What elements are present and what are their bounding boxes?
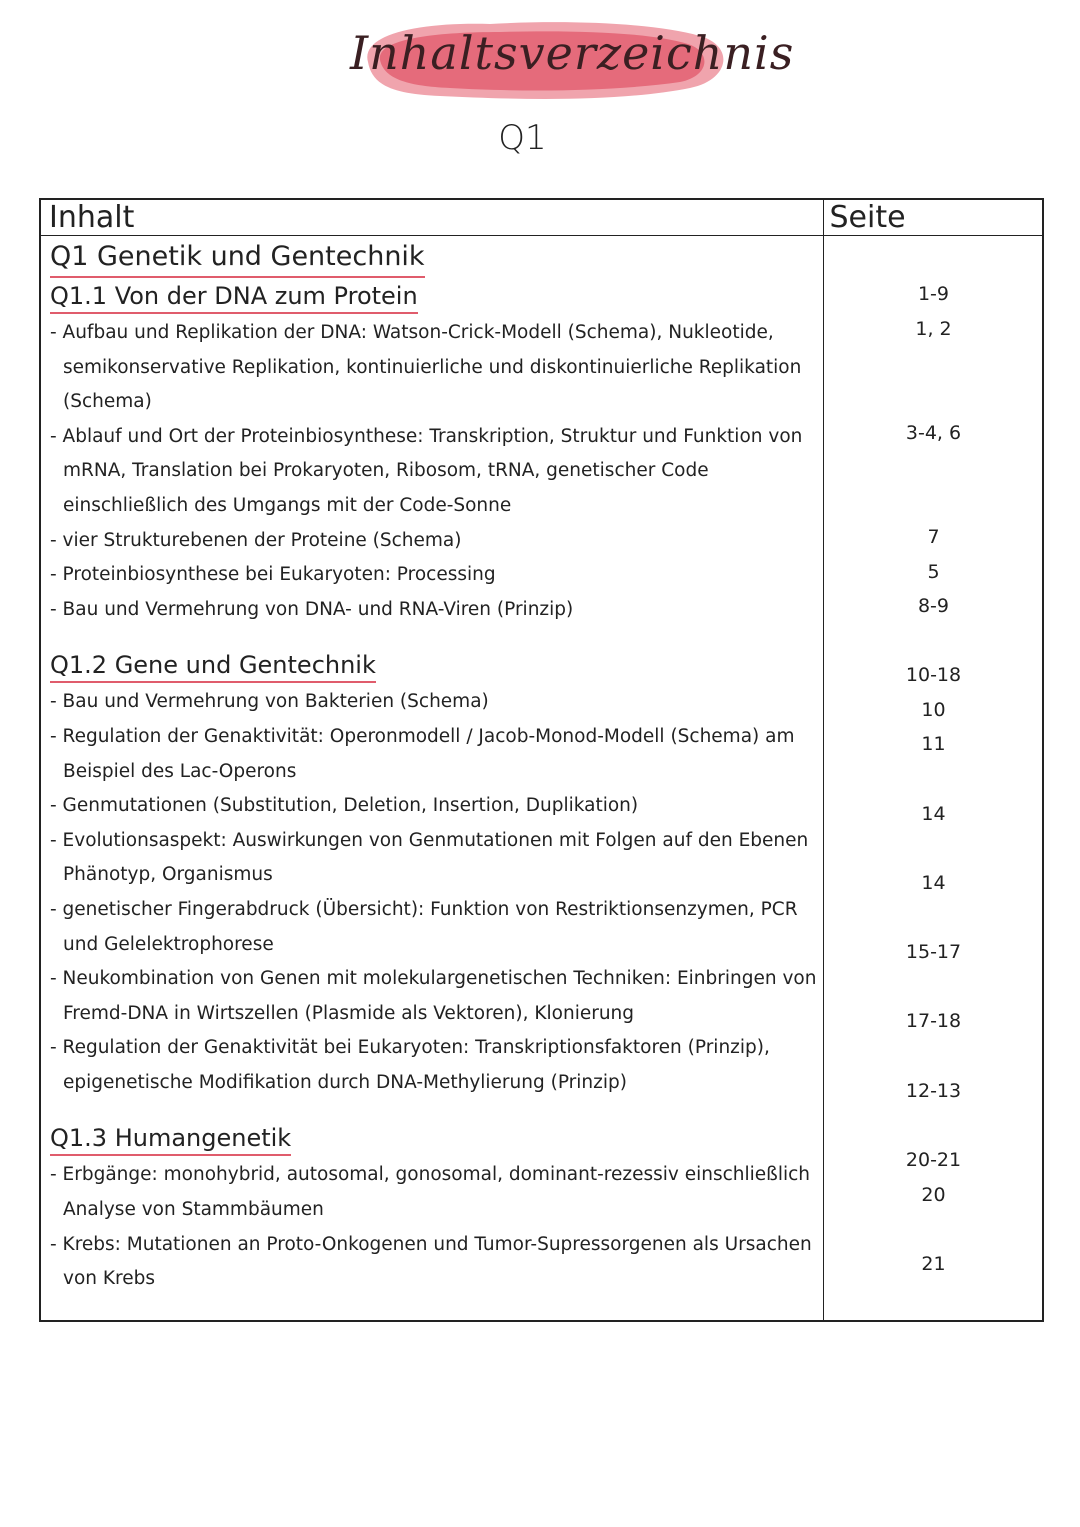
main-heading: Q1 Genetik und Gentechnik <box>50 238 425 278</box>
list-item: - Krebs: Mutationen an Proto-Onkogenen und Tumor-Supressorgenen als Ursachen von Krebs <box>50 1233 812 1290</box>
header-content: Inhalt <box>40 199 823 236</box>
list-item: - Genmutationen (Substitution, Deletion, Insertion, Duplikation) <box>50 795 639 817</box>
toc-table <box>39 198 1044 1322</box>
title-banner <box>350 14 795 106</box>
page-number: 1-9 <box>917 283 950 305</box>
list-item: - Erbgänge: monohybrid, autosomal, gonosomal, dominant-rezessiv einschließlich Analyse von Stammbäumen <box>50 1164 810 1221</box>
section-heading: Q1.1 Von der DNA zum Protein <box>50 280 418 314</box>
page-number: 1, 2 <box>915 318 952 340</box>
page-number: 8-9 <box>917 595 950 617</box>
page-number: 14 <box>921 803 946 825</box>
page-number: 7 <box>927 526 940 548</box>
page-number: 20-21 <box>905 1149 962 1171</box>
section-heading: Q1.2 Gene und Gentechnik <box>50 649 376 683</box>
page-number: 15-17 <box>905 941 962 963</box>
page-number: 11 <box>921 733 946 755</box>
list-item: - Neukombination von Genen mit molekulargenetischen Techniken: Einbringen von Fremd-DNA in Wirtszellen (Plasmide als Vektoren), Klonierung <box>50 968 817 1024</box>
list-item: - Aufbau und Replikation der DNA: Watson-Crick-Modell (Schema), Nukleotide, semikonservative Replikation, kontinuierliche und diskontinuierliche Replikation (Schema) <box>50 322 802 413</box>
page-number: 20 <box>921 1184 946 1206</box>
page-title: Inhaltsverzeichnis <box>350 26 795 80</box>
list-item: - Evolutionsaspekt: Auswirkungen von Genmutationen mit Folgen auf den Ebenen Phänotyp, Organismus <box>50 829 809 886</box>
page-number: 21 <box>921 1253 946 1275</box>
list-item: - Bau und Vermehrung von DNA- und RNA-Viren (Prinzip) <box>50 598 574 620</box>
list-item: - Proteinbiosynthese bei Eukaryoten: Processing <box>50 564 496 586</box>
page-number: 14 <box>921 872 946 894</box>
header-pages: Seite <box>823 199 1043 236</box>
toc-header-row <box>40 199 1043 236</box>
page-number: 5 <box>927 561 940 583</box>
content-column <box>40 236 823 1322</box>
page-number: 12-13 <box>905 1080 962 1102</box>
toc-body-row <box>40 236 1043 1322</box>
list-item: - Regulation der Genaktivität bei Eukaryoten: Transkriptionsfaktoren (Prinzip), epigenetische Modifikation durch DNA-Methylierung (Prinzip) <box>50 1037 770 1093</box>
page-number: 3-4, 6 <box>905 422 962 444</box>
list-item: - Ablauf und Ort der Proteinbiosynthese: Transkription, Struktur und Funktion von mRNA, Translation bei Prokaryoten, Ribosom, tRNA, genetischer Code einschließlich des Umgangs mit der Code-Sonne <box>50 425 803 516</box>
pages-column <box>823 236 1043 1322</box>
list-item: - vier Strukturebenen der Proteine (Schema) <box>50 529 462 551</box>
list-item: - genetischer Fingerabdruck (Übersicht): Funktion von Restriktionsenzymen, PCR und Gelelektrophorese <box>50 898 798 955</box>
page-number: 10-18 <box>905 664 962 686</box>
list-item: - Bau und Vermehrung von Bakterien (Schema) <box>50 691 489 713</box>
section-heading: Q1.3 Humangenetik <box>50 1122 291 1156</box>
page-number: 17-18 <box>905 1010 962 1032</box>
list-item: - Regulation der Genaktivität: Operonmodell / Jacob-Monod-Modell (Schema) am Beispiel des Lac-Operons <box>50 725 795 782</box>
page-subtitle: Q1 <box>498 118 547 158</box>
page-number: 10 <box>921 699 946 721</box>
